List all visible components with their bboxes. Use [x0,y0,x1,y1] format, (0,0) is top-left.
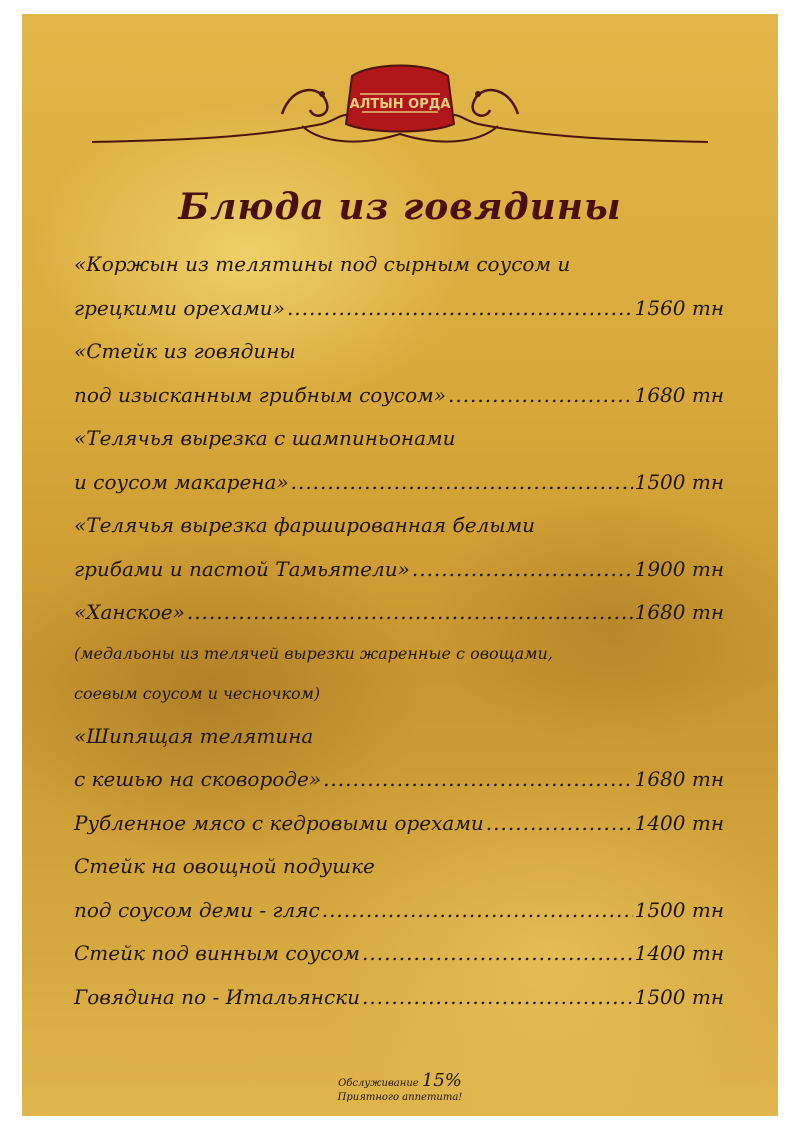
menu-item-name: под изысканным грибным соусом» [74,382,446,407]
menu-item-price: 1500 тн [634,897,724,922]
logo-emblem [22,54,778,154]
menu-item-row [74,600,724,644]
menu-item-row [74,811,724,855]
menu-item-price: 1400 тн [634,810,724,835]
menu-item-name: с кешью на сковороде» [74,767,322,791]
menu-item-row [74,898,724,942]
menu-item-price: 1680 тн [634,767,724,791]
menu-page [22,14,778,1116]
menu-item-row [74,985,724,1029]
menu-item-name: грецкими орехами» [74,295,285,320]
dot-leader [412,557,633,581]
menu-item-row [74,557,724,601]
menu-item-name: «Телячья вырезка фаршированная белыми [74,513,536,537]
menu-item-row [74,296,724,340]
menu-item-name: «Коржын из телятины под сырным соусом и [74,252,571,276]
service-value: 15% [421,1070,462,1091]
page-title: Блюда из говядины [178,186,622,228]
menu-item-price: 1680 тн [634,600,724,624]
menu-item-row [74,767,724,811]
dot-leader [291,470,633,494]
dot-leader [322,898,633,922]
menu-item-name: Стейк под винным соусом [74,941,361,965]
menu-item-row [74,383,724,427]
menu-item-row [74,470,724,514]
footer [22,1070,778,1105]
menu-list [74,252,724,1028]
menu-item-name: и соусом макарена» [74,469,289,494]
menu-item-name: «Ханское» [74,600,185,624]
menu-item-name: Рубленное мясо с кедровыми орехами [74,810,484,835]
menu-item-price: 1900 тн [634,556,724,581]
menu-item-note: соевым соусом и чесночком) [74,683,321,703]
dot-leader [287,296,633,320]
wish-text: Приятного аппетита! [337,1092,463,1103]
dot-leader [323,767,633,791]
menu-item-name: «Шипящая телятина [74,723,314,748]
menu-item-name: грибами и пастой Тамьятели» [74,556,410,581]
menu-item-price: 1500 тн [634,984,724,1009]
dot-leader [448,383,633,407]
menu-item-price: 1400 тн [634,941,724,965]
dot-leader [486,811,633,835]
menu-item-name: «Телячья вырезка с шампиньонами [74,426,456,450]
service-label: Обслуживание [338,1078,419,1089]
menu-item-price: 1680 тн [634,382,724,407]
logo-text: АЛТЫН ОРДА [349,97,451,112]
menu-item-name: под соусом деми - гляс [74,897,320,922]
dot-leader [187,600,633,624]
menu-item-price: 1500 тн [634,469,724,494]
dot-leader [362,941,633,965]
menu-item-name: Стейк на овощной подушке [74,854,375,878]
menu-item-price: 1560 тн [634,295,724,320]
menu-item-name: Говядина по - Итальянски [74,984,360,1009]
dot-leader [362,985,633,1009]
menu-item-row [74,941,724,985]
menu-item-note: (медальоны из телячей вырезки жаренные с овощами, [74,643,553,663]
menu-item-name: «Стейк из говядины [74,339,296,363]
